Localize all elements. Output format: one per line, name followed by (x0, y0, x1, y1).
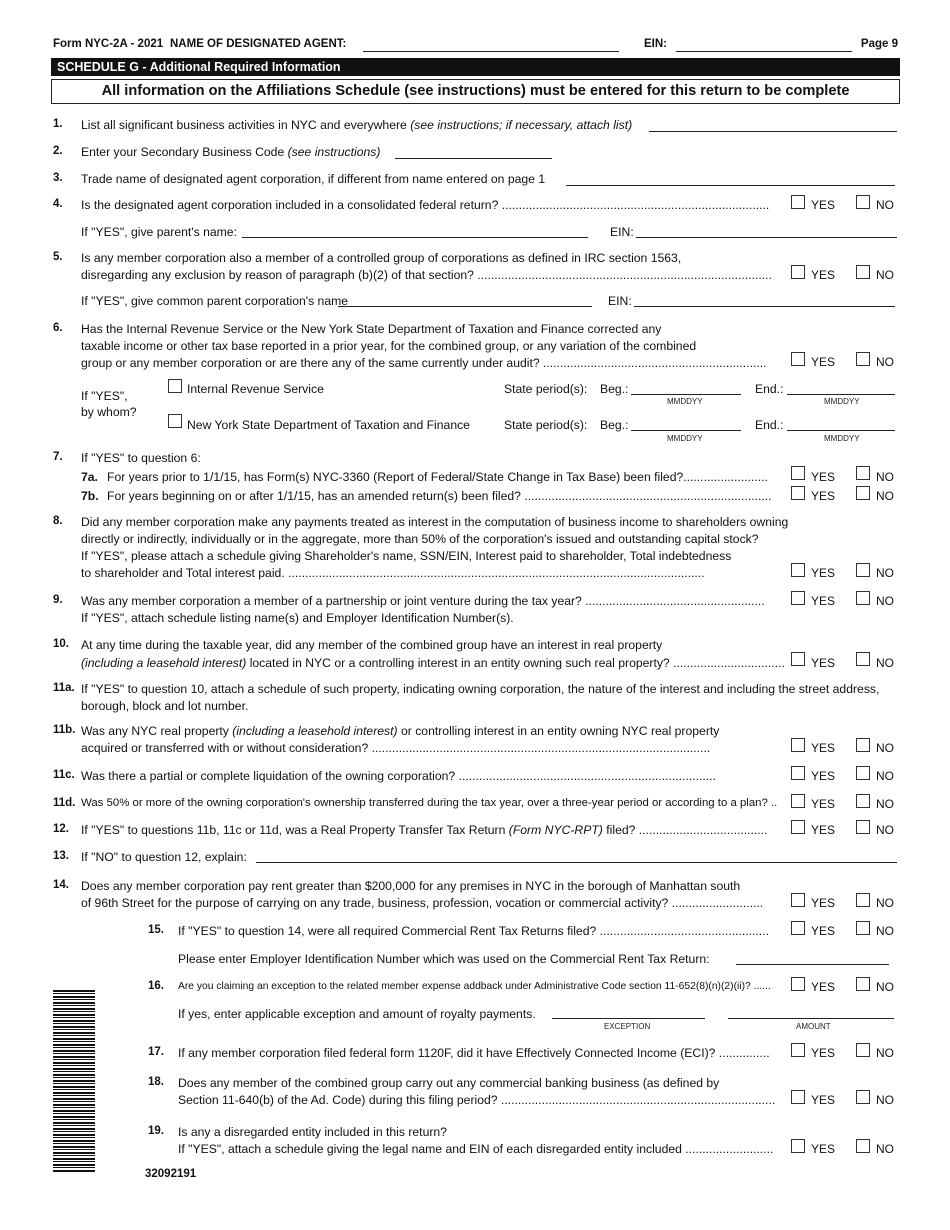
form-id: Form NYC-2A - 2021 (53, 38, 164, 50)
q10-text-line1: At any time during the taxable year, did any member of the combined group have an interest in real property (81, 638, 663, 652)
q11a-number: 11a. (53, 682, 75, 694)
q8-text-line3: If "YES", please attach a schedule giving Shareholder's name, SSN/EIN, Interest paid to shareholder, Total indebtedness (81, 549, 732, 563)
q8-no-label: NO (876, 566, 894, 580)
q16-yes-label: YES (811, 980, 836, 994)
q7b-text: For years beginning on or after 1/1/15, has an amended return(s) been filed? ......................................................................... (107, 489, 772, 503)
nys-beg-label: Beg.: (600, 418, 629, 432)
q8-text-line2: directly or indirectly, individually or in the aggregate, more than 50% of the corporation's issued and outstanding capital stock? (81, 532, 759, 546)
q18-no-label: NO (876, 1093, 894, 1107)
q7-text: If "YES" to question 6: (81, 451, 201, 465)
q10-number: 10. (53, 638, 69, 650)
q16-number: 16. (148, 980, 164, 992)
q16-text: Are you claiming an exception to the related member expense addback under Administrative Code section 11-652(8)(n)(2)(ii)? ...... (178, 981, 771, 992)
irs-end-label: End.: (755, 382, 784, 396)
q14-text-line2: of 96th Street for the purpose of carrying on any trade, business, profession, vocation or commercial activity? ........................... (81, 896, 764, 910)
q5-no-checkbox[interactable] (856, 265, 870, 279)
q11b-yes-label: YES (811, 741, 836, 755)
q16-no-checkbox[interactable] (856, 977, 870, 991)
q6-text-line3: group or any member corporation or are there any of the same currently under audit? .................................................................. (81, 356, 767, 370)
q14-yes-checkbox[interactable] (791, 893, 805, 907)
q11b-text-line2: acquired or transferred with or without consideration? .................................................................................................... (81, 741, 711, 755)
q17-number: 17. (148, 1046, 164, 1058)
q14-no-label: NO (876, 896, 894, 910)
q17-yes-checkbox[interactable] (791, 1043, 805, 1057)
q2-number: 2. (53, 145, 63, 157)
q12-yes-checkbox[interactable] (791, 820, 805, 834)
q8-text-line1: Did any member corporation make any payments treated as interest in the computation of business income to shareholders owning (81, 515, 789, 529)
q5-parent-label: If "YES", give common parent corporation's name (81, 294, 349, 308)
q19-text-line2: If "YES", attach a schedule giving the legal name and EIN of each disregarded entity included .......................... (178, 1142, 774, 1156)
form-header (53, 38, 898, 54)
q16-exception-prompt: If yes, enter applicable exception and amount of royalty payments. (178, 1007, 536, 1021)
q9-no-label: NO (876, 594, 894, 608)
q7a-no-label: NO (876, 470, 894, 484)
q11c-no-label: NO (876, 769, 894, 783)
q13-text: If "NO" to question 12, explain: (81, 850, 247, 864)
q11c-text: Was there a partial or complete liquidation of the owning corporation? ............................................................................ (81, 769, 716, 783)
affiliations-notice: All information on the Affiliations Schedule (see instructions) must be entered for this return to be complete (51, 79, 900, 104)
q10-yes-label: YES (811, 656, 836, 670)
q8-number: 8. (53, 515, 63, 527)
q5-ein-label: EIN: (608, 294, 632, 308)
q11c-number: 11c. (53, 769, 75, 781)
q19-no-label: NO (876, 1142, 894, 1156)
q7b-number: 7b. (81, 489, 99, 503)
q10-no-label: NO (876, 656, 894, 670)
nys-end-field[interactable] (787, 430, 895, 431)
q8-text-line4: to shareholder and Total interest paid. ........................................................................................................................... (81, 566, 705, 580)
q6-no-label: NO (876, 355, 894, 369)
q15-no-checkbox[interactable] (856, 921, 870, 935)
q7b-no-label: NO (876, 489, 894, 503)
q11c-no-checkbox[interactable] (856, 766, 870, 780)
q7a-text: For years prior to 1/1/15, has Form(s) NYC-3360 (Report of Federal/State Change in Tax Base) been filed?......................... (107, 470, 768, 484)
nys-beg-format: MMDDYY (667, 434, 703, 443)
q16-exception-caption: EXCEPTION (604, 1022, 651, 1031)
q18-text-line2: Section 11-640(b) of the Ad. Code) during this filing period? ................................................................................. (178, 1093, 776, 1107)
irs-beg-format: MMDDYY (667, 397, 703, 406)
q6-by-whom-label: by whom? (81, 405, 137, 419)
q15-yes-label: YES (811, 924, 836, 938)
q4-no-checkbox[interactable] (856, 195, 870, 209)
q9-yes-checkbox[interactable] (791, 591, 805, 605)
q7a-number: 7a. (81, 470, 98, 484)
q5-no-label: NO (876, 268, 894, 282)
irs-beg-label: Beg.: (600, 382, 629, 396)
q5-yes-label: YES (811, 268, 836, 282)
q11a-text-line1: If "YES" to question 10, attach a schedule of such property, indicating owning corporation, the nature of the interest and including the street address, (81, 682, 880, 696)
q11d-yes-label: YES (811, 797, 836, 811)
q7b-yes-label: YES (811, 489, 836, 503)
irs-beg-field[interactable] (631, 394, 741, 395)
q14-yes-label: YES (811, 896, 836, 910)
q19-number: 19. (148, 1125, 164, 1137)
q1-text: List all significant business activities in NYC and everywhere (see instructions; if necessary, attach list) (81, 118, 633, 132)
q2-answer-field[interactable] (395, 158, 552, 159)
q7a-yes-checkbox[interactable] (791, 466, 805, 480)
q17-no-checkbox[interactable] (856, 1043, 870, 1057)
irs-end-field[interactable] (787, 394, 895, 395)
q3-answer-field[interactable] (566, 185, 895, 186)
nys-end-format: MMDDYY (824, 434, 860, 443)
agent-label: NAME OF DESIGNATED AGENT: (170, 38, 347, 50)
q6-text-line2: taxable income or other tax base reported in a prior year, for the combined group, or any variation of the combined (81, 339, 697, 353)
q4-ein-field[interactable] (636, 237, 897, 238)
q2-text: Enter your Secondary Business Code (see instructions) (81, 145, 381, 159)
q11a-text-line2: borough, block and lot number. (81, 699, 249, 713)
q11c-yes-checkbox[interactable] (791, 766, 805, 780)
q19-text-line1: Is any a disregarded entity included in this return? (178, 1125, 447, 1139)
q12-no-checkbox[interactable] (856, 820, 870, 834)
q15-no-label: NO (876, 924, 894, 938)
q18-number: 18. (148, 1076, 164, 1088)
q14-text-line1: Does any member corporation pay rent greater than $200,000 for any premises in NYC in the borough of Manhattan south (81, 879, 741, 893)
q7a-no-checkbox[interactable] (856, 466, 870, 480)
q11d-yes-checkbox[interactable] (791, 794, 805, 808)
q13-explain-field[interactable] (256, 862, 897, 863)
q14-number: 14. (53, 879, 69, 891)
q13-number: 13. (53, 850, 69, 862)
q5-yes-checkbox[interactable] (791, 265, 805, 279)
q6-no-checkbox[interactable] (856, 352, 870, 366)
q8-yes-checkbox[interactable] (791, 563, 805, 577)
q10-no-checkbox[interactable] (856, 652, 870, 666)
q7b-no-checkbox[interactable] (856, 486, 870, 500)
q4-ein-label: EIN: (610, 225, 634, 239)
q16-amount-caption: AMOUNT (796, 1022, 831, 1031)
q9-text-line1: Was any member corporation a member of a partnership or joint venture during the tax year? ..................................................... (81, 594, 765, 608)
q10-yes-checkbox[interactable] (791, 652, 805, 666)
nys-end-label: End.: (755, 418, 784, 432)
q5-ein-field[interactable] (634, 306, 895, 307)
q17-yes-label: YES (811, 1046, 836, 1060)
q15-text: If "YES" to question 14, were all required Commercial Rent Tax Returns filed? .................................................. (178, 924, 769, 938)
q11c-yes-label: YES (811, 769, 836, 783)
irs-checkbox[interactable] (168, 379, 182, 393)
q11b-no-label: NO (876, 741, 894, 755)
q11b-text-line1: Was any NYC real property (including a leasehold interest) or controlling interest in an entity owning NYC real property (81, 724, 720, 738)
q11d-text: Was 50% or more of the owning corporation's ownership transferred during the tax year, over a three-year period or according to a plan? .. (81, 797, 778, 809)
q18-yes-label: YES (811, 1093, 836, 1107)
form-code: 32092191 (145, 1168, 197, 1180)
q4-number: 4. (53, 198, 63, 210)
page-number: Page 9 (860, 38, 898, 50)
q18-no-checkbox[interactable] (856, 1090, 870, 1104)
q12-yes-label: YES (811, 823, 836, 837)
q5-number: 5. (53, 251, 63, 263)
q7a-yes-label: YES (811, 470, 836, 484)
q12-number: 12. (53, 823, 69, 835)
q6-yes-label: YES (811, 355, 836, 369)
q11b-number: 11b. (53, 724, 76, 736)
irs-label: Internal Revenue Service (187, 382, 324, 396)
q16-yes-checkbox[interactable] (791, 977, 805, 991)
q15-ein-prompt: Please enter Employer Identification Number which was used on the Commercial Rent Tax Return: (178, 952, 710, 966)
q11d-number: 11d. (53, 797, 76, 809)
q15-ein-field[interactable] (736, 964, 889, 965)
q1-number: 1. (53, 118, 63, 130)
q7b-yes-checkbox[interactable] (791, 486, 805, 500)
q17-text: If any member corporation filed federal form 1120F, did it have Effectively Connected Income (ECI)? ............... (178, 1046, 770, 1060)
q12-text: If "YES" to questions 11b, 11c or 11d, was a Real Property Transfer Tax Return (Form NYC-RPT) filed? ...................................... (81, 823, 768, 837)
q5-parent-name-field[interactable] (338, 306, 592, 307)
barcode (53, 990, 95, 1172)
q9-yes-label: YES (811, 594, 836, 608)
irs-state-period-label: State period(s): (504, 382, 588, 396)
nys-label: New York State Department of Taxation and Finance (187, 418, 470, 432)
nys-checkbox[interactable] (168, 414, 182, 428)
q7-number: 7. (53, 451, 63, 463)
nys-beg-field[interactable] (631, 430, 741, 431)
q17-no-label: NO (876, 1046, 894, 1060)
q5-text-line1: Is any member corporation also a member of a controlled group of corporations as defined in IRC section 1563, (81, 251, 682, 265)
q11d-no-checkbox[interactable] (856, 794, 870, 808)
q4-text: Is the designated agent corporation included in a consolidated federal return? ............................................................................... (81, 198, 770, 212)
q18-yes-checkbox[interactable] (791, 1090, 805, 1104)
q4-parent-label: If "YES", give parent's name: (81, 225, 237, 239)
q4-yes-checkbox[interactable] (791, 195, 805, 209)
q19-yes-label: YES (811, 1142, 836, 1156)
q4-parent-name-field[interactable] (242, 237, 588, 238)
irs-end-format: MMDDYY (824, 397, 860, 406)
q18-text-line1: Does any member of the combined group carry out any commercial banking business (as defined by (178, 1076, 720, 1090)
nys-state-period-label: State period(s): (504, 418, 588, 432)
q3-text: Trade name of designated agent corporation, if different from name entered on page 1 (81, 172, 546, 186)
q14-no-checkbox[interactable] (856, 893, 870, 907)
q3-number: 3. (53, 172, 63, 184)
q4-no-label: NO (876, 198, 894, 212)
q1-answer-field[interactable] (649, 131, 897, 132)
q10-text-line2: (including a leasehold interest) located in NYC or a controlling interest in an entity owning such real property? ................................. (81, 656, 785, 670)
q6-if-yes-label: If "YES", (81, 389, 128, 403)
q9-no-checkbox[interactable] (856, 591, 870, 605)
q9-text-line2: If "YES", attach schedule listing name(s) and Employer Identification Number(s). (81, 611, 514, 625)
q6-yes-checkbox[interactable] (791, 352, 805, 366)
q6-text-line1: Has the Internal Revenue Service or the New York State Department of Taxation and Finance corrected any (81, 322, 662, 336)
q15-yes-checkbox[interactable] (791, 921, 805, 935)
q8-no-checkbox[interactable] (856, 563, 870, 577)
q11b-no-checkbox[interactable] (856, 738, 870, 752)
agent-name-field[interactable] (363, 51, 619, 52)
q6-number: 6. (53, 322, 63, 334)
header-ein-field[interactable] (676, 51, 852, 52)
q5-text-line2: disregarding any exclusion by reason of paragraph (b)(2) of that section? ....................................................................................... (81, 268, 772, 282)
schedule-title-bar: SCHEDULE G - Additional Required Information (51, 58, 900, 76)
q16-exception-field[interactable] (552, 1018, 705, 1019)
q9-number: 9. (53, 594, 63, 606)
q12-no-label: NO (876, 823, 894, 837)
q16-no-label: NO (876, 980, 894, 994)
q8-yes-label: YES (811, 566, 836, 580)
q19-yes-checkbox[interactable] (791, 1139, 805, 1153)
q4-yes-label: YES (811, 198, 836, 212)
q19-no-checkbox[interactable] (856, 1139, 870, 1153)
q15-number: 15. (148, 924, 164, 936)
q11d-no-label: NO (876, 797, 894, 811)
header-ein-label: EIN: (644, 38, 667, 50)
q16-amount-field[interactable] (728, 1018, 894, 1019)
q11b-yes-checkbox[interactable] (791, 738, 805, 752)
